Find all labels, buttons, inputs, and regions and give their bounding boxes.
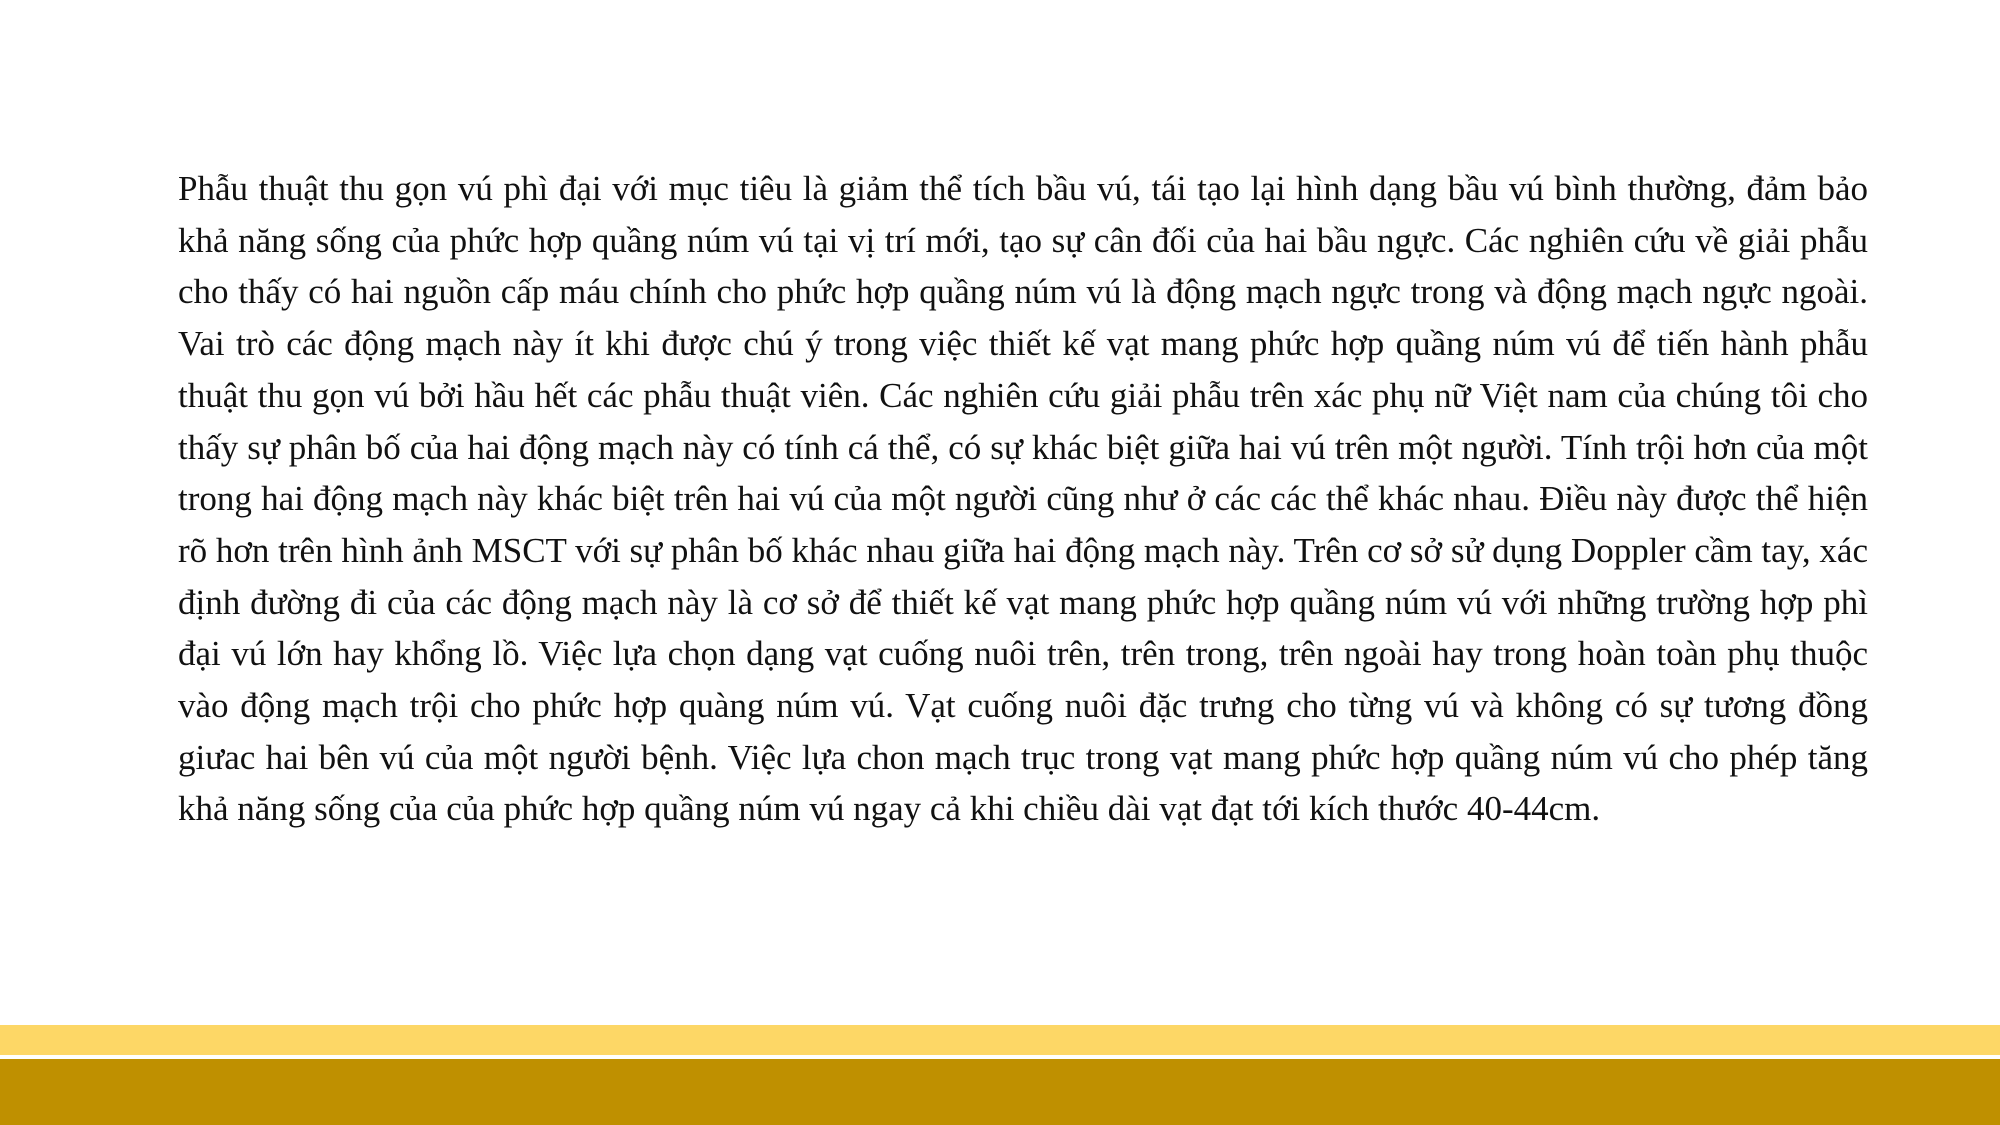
footer-band-dark — [0, 1059, 2000, 1125]
body-paragraph: Phẫu thuật thu gọn vú phì đại với mục tiêu là giảm thể tích bầu vú, tái tạo lại hình dạng bầu vú bình thường, đảm bảo khả năng sống của phức hợp quầng núm vú tại vị trí mới, tạo sự cân đối của hai bầu ngực. Các nghiên cứu về giải phẫu cho thấy có hai nguồn cấp máu chính cho phức hợp quầng núm vú là động mạch ngực trong và động mạch ngực ngoài. Vai trò các động mạch này ít khi được chú ý trong việc thiết kế vạt mang phức hợp quầng núm vú để tiến hành phẫu thuật thu gọn vú bởi hầu hết các phẫu thuật viên. Các nghiên cứu giải phẫu trên xác phụ nữ Việt nam của chúng tôi cho thấy sự phân bố của hai động mạch này có tính cá thể, có sự khác biệt giữa hai vú trên một người. Tính trội hơn của một trong hai động mạch này khác biệt trên hai vú của một người cũng như ở các các thể khác nhau. Điều này được thể hiện rõ hơn trên hình ảnh MSCT với sự phân bố khác nhau giữa hai động mạch này. Trên cơ sở sử dụng Doppler cầm tay, xác định đường đi của các động mạch này là cơ sở để thiết kế vạt mang phức hợp quầng núm vú với những trường hợp phì đại vú lớn hay khổng lồ. Việc lựa chọn dạng vạt cuống nuôi trên, trên trong, trên ngoài hay trong hoàn toàn phụ thuộc vào động mạch trội cho phức hợp quàng núm vú. Vạt cuống nuôi đặc trưng cho từng vú và không có sự tương đồng giưac hai bên vú của một người bệnh. Việc lựa chon mạch trục trong vạt mang phức hợp quầng núm vú cho phép tăng khả năng sống của của phức hợp quầng núm vú ngay cả khi chiều dài vạt đạt tới kích thước 40-44cm. — [178, 169, 1868, 829]
footer-band-light — [0, 1025, 2000, 1055]
